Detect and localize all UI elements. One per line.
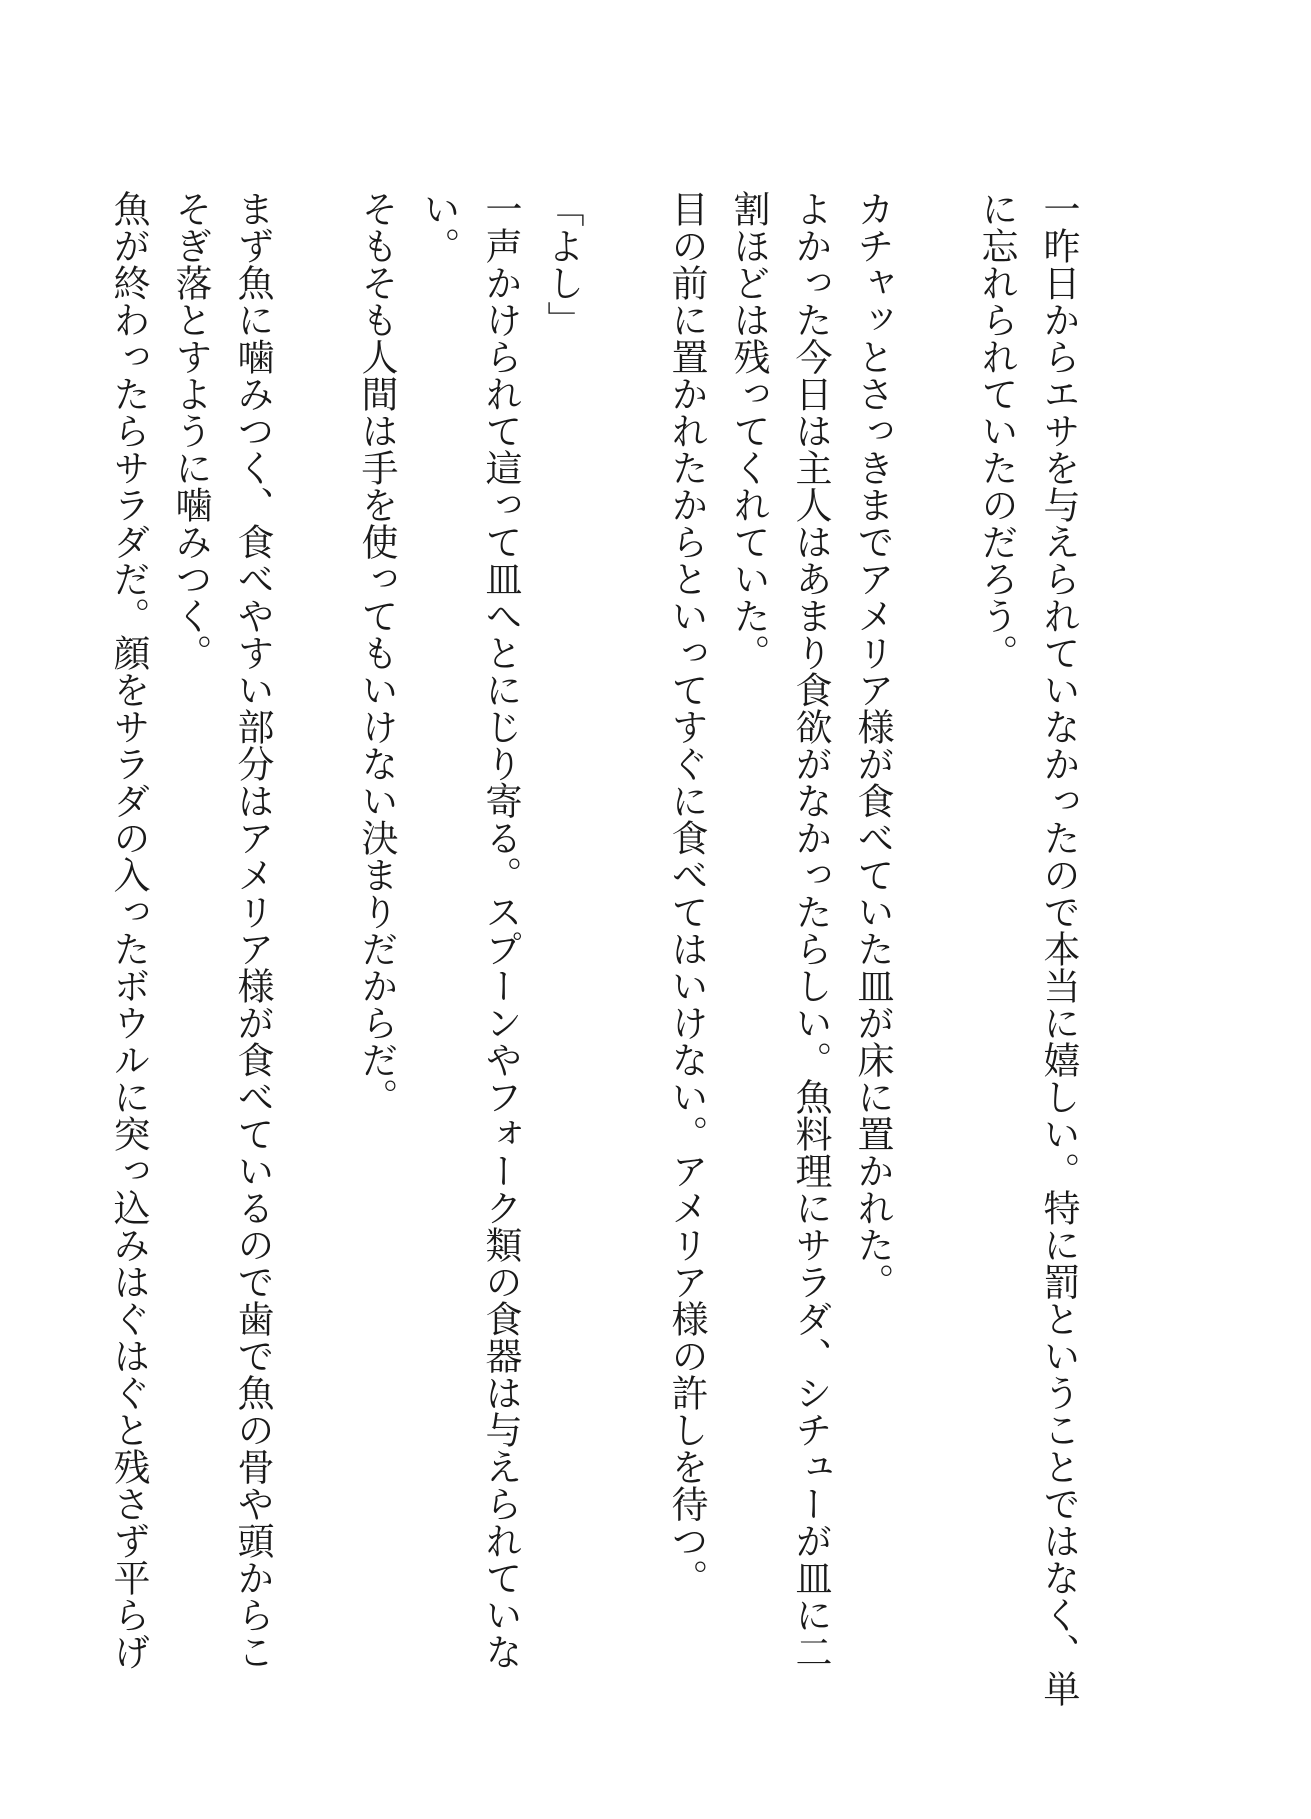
text-line-2: に忘れられていたのだろう。	[975, 190, 1018, 671]
text-line-12: そもそも人間は手を使ってもいけない決まりだからだ。	[355, 190, 398, 1115]
text-line-5: よかった今日は主人はあまり食欲がなかったらしい。魚料理にサラダ、シチューが皿に二	[789, 190, 832, 1670]
vertical-text-body	[89, 190, 1089, 1707]
text-line-4: カチャッとさっきまでアメリア様が食べていた皿が床に置かれた。	[851, 190, 894, 1300]
text-line-9: 「よし」	[541, 190, 584, 338]
text-line-7: 目の前に置かれたからといってすぐに食べてはいけない。アメリア様の許しを待つ。	[665, 190, 708, 1596]
paragraph-break	[283, 190, 345, 191]
text-line-10: 一声かけられて這って皿へとにじり寄る。スプーンやフォーク類の食器は与えられていな	[479, 190, 522, 1670]
paragraph-break	[903, 190, 965, 191]
text-line-11: い。	[417, 190, 460, 264]
paragraph-break	[593, 190, 655, 191]
text-line-16: 魚が終わったらサラダだ。顔をサラダの入ったボウルに突っ込みはぐはぐと残さず平らげ	[107, 190, 150, 1670]
text-line-6: 割ほどは残ってくれていた。	[727, 190, 770, 671]
text-line-14: まず魚に噛みつく、食べやすい部分はアメリア様が食べているので歯で魚の骨や頭からこ	[231, 190, 274, 1670]
text-line-15: そぎ落とすように噛みつく。	[169, 190, 212, 671]
text-line-1: 一昨日からエサを与えられていなかったので本当に嬉しい。特に罰ということではなく、単	[1037, 190, 1080, 1707]
